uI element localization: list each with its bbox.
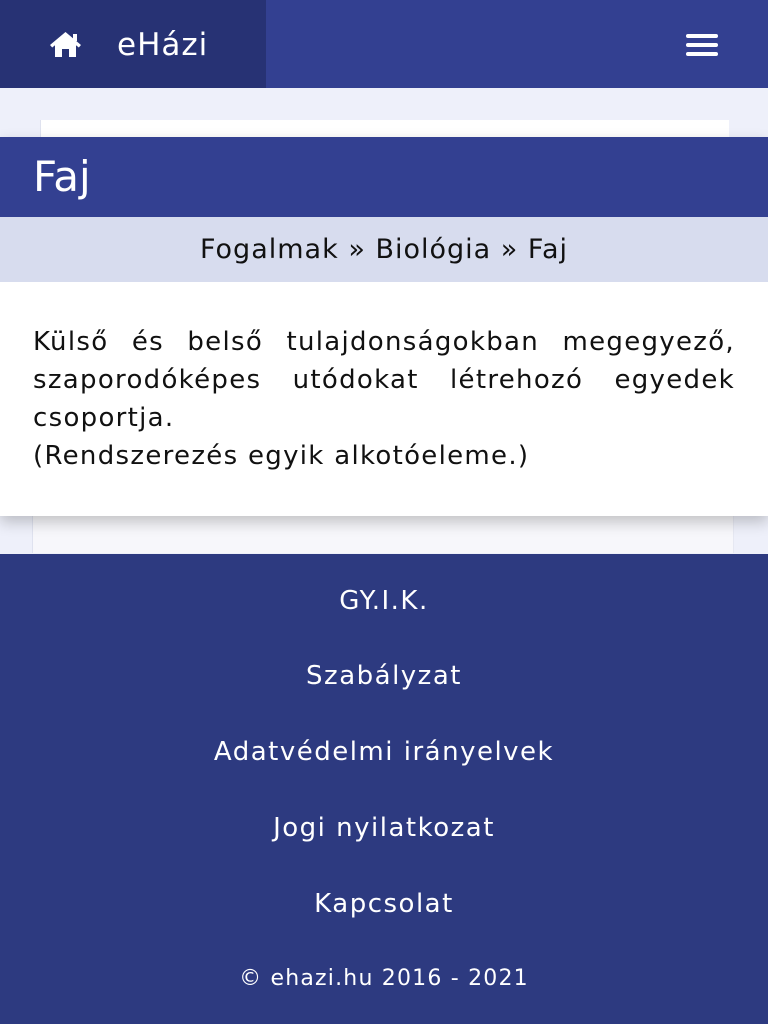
footer-link-gyik[interactable]: GY.I.K.	[339, 586, 429, 616]
definition-note: (Rendszerezés egyik alkotóeleme.)	[33, 441, 530, 471]
breadcrumb-item-current: Faj	[527, 234, 569, 265]
definition-paragraph: Külső és belső tulajdonságokban megegyező, szaporodóképes utódokat létrehozó egyedek csoportja.	[33, 327, 735, 433]
background-card-edge	[32, 515, 734, 553]
page-title: Faj	[33, 152, 91, 201]
breadcrumb	[0, 217, 768, 282]
breadcrumb-item-fogalmak[interactable]: Fogalmak	[199, 234, 339, 265]
copyright-text: © ehazi.hu 2016 - 2021	[239, 966, 529, 991]
footer-link-szabalyzat[interactable]: Szabályzat	[306, 661, 462, 691]
breadcrumb-separator: »	[500, 234, 519, 265]
top-navbar	[0, 0, 768, 88]
breadcrumb-item-biologia[interactable]: Biológia	[375, 234, 492, 265]
hamburger-menu-icon[interactable]	[684, 32, 720, 58]
footer	[0, 554, 768, 1024]
home-icon	[49, 31, 82, 58]
footer-link-kapcsolat[interactable]: Kapcsolat	[314, 889, 454, 919]
brand-name: eHázi	[117, 27, 209, 63]
definition-text	[33, 323, 735, 475]
definition-card	[0, 137, 768, 516]
card-header	[0, 137, 768, 217]
footer-link-adatvedelem[interactable]: Adatvédelmi irányelvek	[213, 737, 555, 767]
brand-home-link[interactable]	[0, 0, 266, 88]
breadcrumb-separator: »	[348, 234, 366, 265]
footer-link-jogi-nyilatkozat[interactable]: Jogi nyilatkozat	[273, 813, 495, 843]
